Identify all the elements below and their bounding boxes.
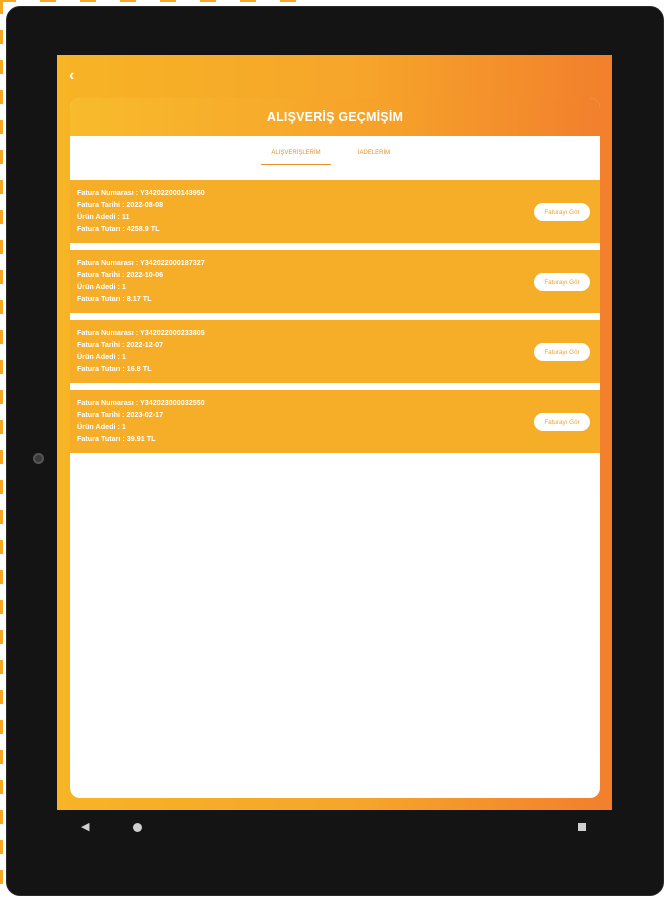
view-invoice-button[interactable]: Faturayı Gör [534, 203, 590, 221]
panel-header [70, 98, 600, 136]
tab-purchases[interactable]: ALIŞVERİŞLERİM [261, 136, 331, 179]
item-count: Ürün Adedi : 1 [77, 352, 126, 361]
chevron-left-icon[interactable]: ‹ [69, 67, 75, 84]
invoice-number: Fatura Numarası : Y342022000143950 [77, 188, 205, 197]
list-item [70, 390, 600, 453]
invoice-list [70, 180, 600, 460]
history-panel [70, 98, 600, 798]
list-item [70, 250, 600, 313]
invoice-total: Fatura Tutarı : 16.8 TL [77, 364, 152, 373]
invoice-date: Fatura Tarihi : 2023-02-17 [77, 410, 164, 419]
square-recents-icon[interactable] [578, 823, 586, 831]
view-invoice-button[interactable]: Faturayı Gör [534, 413, 590, 431]
tab-returns[interactable]: İADELERİM [357, 150, 391, 156]
list-item [70, 320, 600, 383]
invoice-total: Fatura Tutarı : 39.91 TL [77, 434, 156, 443]
item-count: Ürün Adedi : 11 [77, 212, 130, 221]
invoice-number: Fatura Numarası : Y342022000233805 [77, 328, 205, 337]
list-item [70, 180, 600, 243]
invoice-total: Fatura Tutarı : 8.17 TL [77, 294, 152, 303]
item-count: Ürün Adedi : 1 [77, 282, 126, 291]
invoice-number: Fatura Numarası : Y342022000187327 [77, 258, 205, 267]
triangle-back-icon[interactable]: ◀ [81, 821, 90, 833]
edge-artifact [0, 0, 3, 900]
edge-artifact [0, 0, 300, 2]
invoice-date: Fatura Tarihi : 2022-08-08 [77, 200, 164, 209]
item-count: Ürün Adedi : 1 [77, 422, 126, 431]
page-title: ALIŞVERİŞ GEÇMİŞİM [266, 110, 404, 124]
invoice-date: Fatura Tarihi : 2022-10-06 [77, 270, 164, 279]
view-invoice-button[interactable]: Faturayı Gör [534, 343, 590, 361]
tab-bar [70, 136, 600, 179]
view-invoice-button[interactable]: Faturayı Gör [534, 273, 590, 291]
system-nav-bar [57, 815, 612, 840]
circle-home-icon[interactable] [133, 823, 142, 832]
invoice-number: Fatura Numarası : Y342023000032550 [77, 398, 205, 407]
camera-icon [33, 453, 44, 464]
invoice-total: Fatura Tutarı : 4258.9 TL [77, 224, 160, 233]
app-screen [57, 55, 612, 810]
invoice-date: Fatura Tarihi : 2022-12-07 [77, 340, 164, 349]
